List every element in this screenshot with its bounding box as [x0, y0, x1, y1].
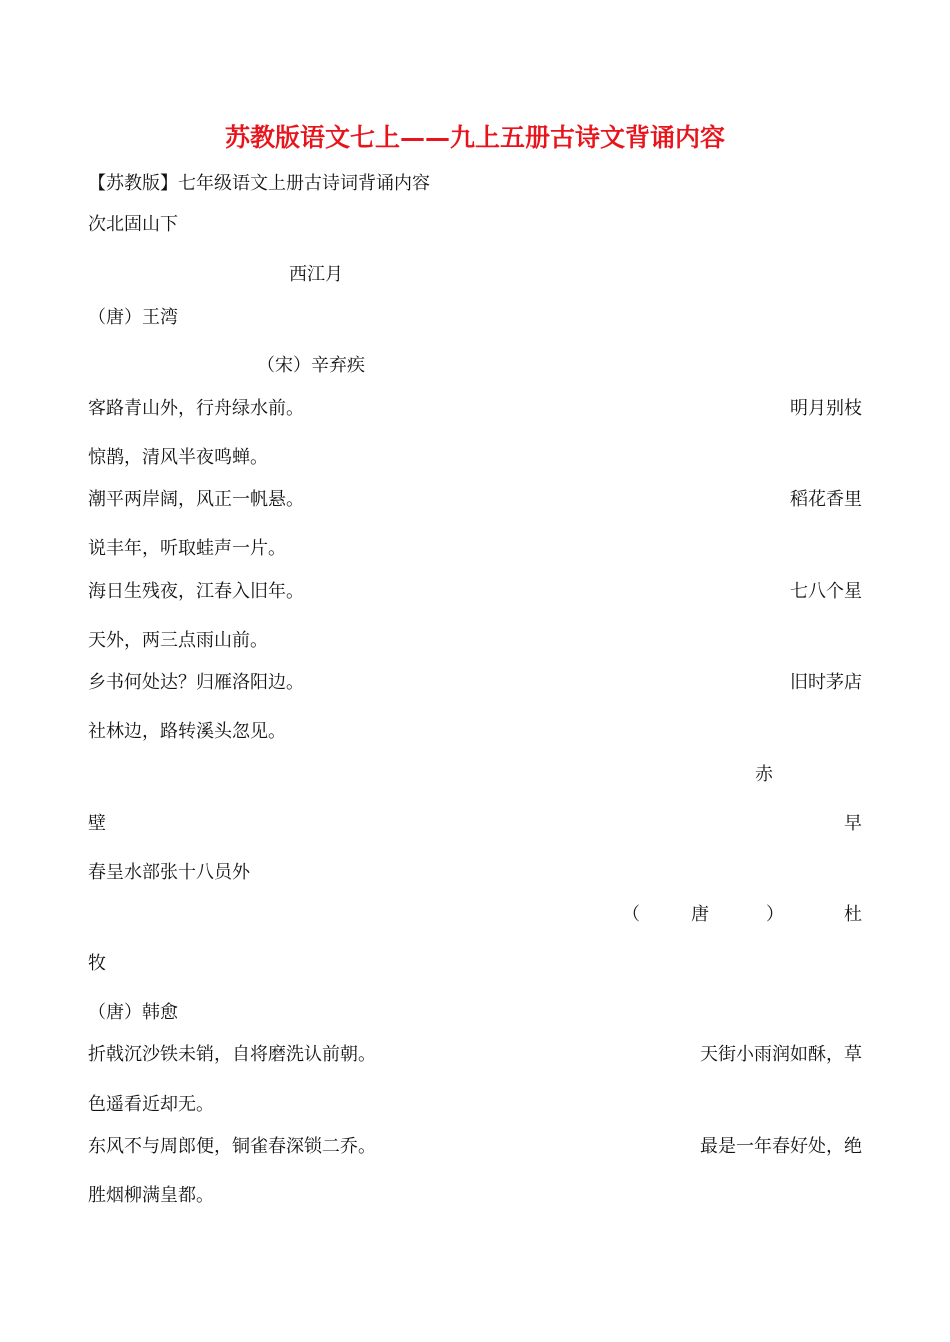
poem-author-hanyu: （唐）韩愈 [88, 1002, 178, 1023]
poem-title-chibi-part: 赤 [755, 764, 773, 785]
poem-line: 稻花香里 [790, 489, 862, 510]
poem-line: 潮平两岸阔，风正一帆悬。 [88, 489, 304, 510]
poem-title-cibeigushanxia: 次北固山下 [88, 214, 178, 235]
poem-title-zaochun-part: 早 [844, 813, 862, 834]
section-heading: 【苏教版】七年级语文上册古诗词背诵内容 [88, 173, 430, 194]
author-part: 杜 [844, 904, 862, 925]
poem-line: 胜烟柳满皇都。 [88, 1185, 214, 1206]
poem-line: 惊鹊，清风半夜鸣蝉。 [88, 447, 268, 468]
poem-line: 明月别枝 [790, 398, 862, 419]
poem-line: 折戟沉沙铁未销，自将磨洗认前朝。 [88, 1044, 376, 1065]
poem-line: 七八个星 [790, 581, 862, 602]
poem-line: 客路青山外，行舟绿水前。 [88, 398, 304, 419]
author-part: 牧 [88, 953, 106, 974]
poem-line: 旧时茅店 [790, 672, 862, 693]
poem-title-zaochun: 春呈水部张十八员外 [88, 862, 250, 883]
poem-line: 社林边，路转溪头忽见。 [88, 721, 286, 742]
poem-line: 说丰年，听取蛙声一片。 [88, 538, 286, 559]
document-title: 苏教版语文七上——九上五册古诗文背诵内容 [224, 123, 725, 152]
poem-author-xinqiji: （宋）辛弃疾 [257, 355, 365, 376]
poem-line: 最是一年春好处，绝 [700, 1136, 862, 1157]
author-part: ） [766, 904, 784, 925]
poem-line: 东风不与周郎便，铜雀春深锁二乔。 [88, 1136, 376, 1157]
poem-line: 海日生残夜，江春入旧年。 [88, 581, 304, 602]
author-part: （ [622, 904, 640, 925]
poem-line: 乡书何处达？归雁洛阳边。 [88, 672, 304, 693]
poem-title-chibi-part: 壁 [88, 813, 106, 834]
poem-line: 天街小雨润如酥，草 [700, 1044, 862, 1065]
poem-author-wangwan: （唐）王湾 [88, 307, 178, 328]
poem-line: 色遥看近却无。 [88, 1094, 214, 1115]
poem-line: 天外，两三点雨山前。 [88, 630, 268, 651]
poem-title-xijiangyue: 西江月 [289, 264, 343, 285]
author-part: 唐 [691, 904, 709, 925]
